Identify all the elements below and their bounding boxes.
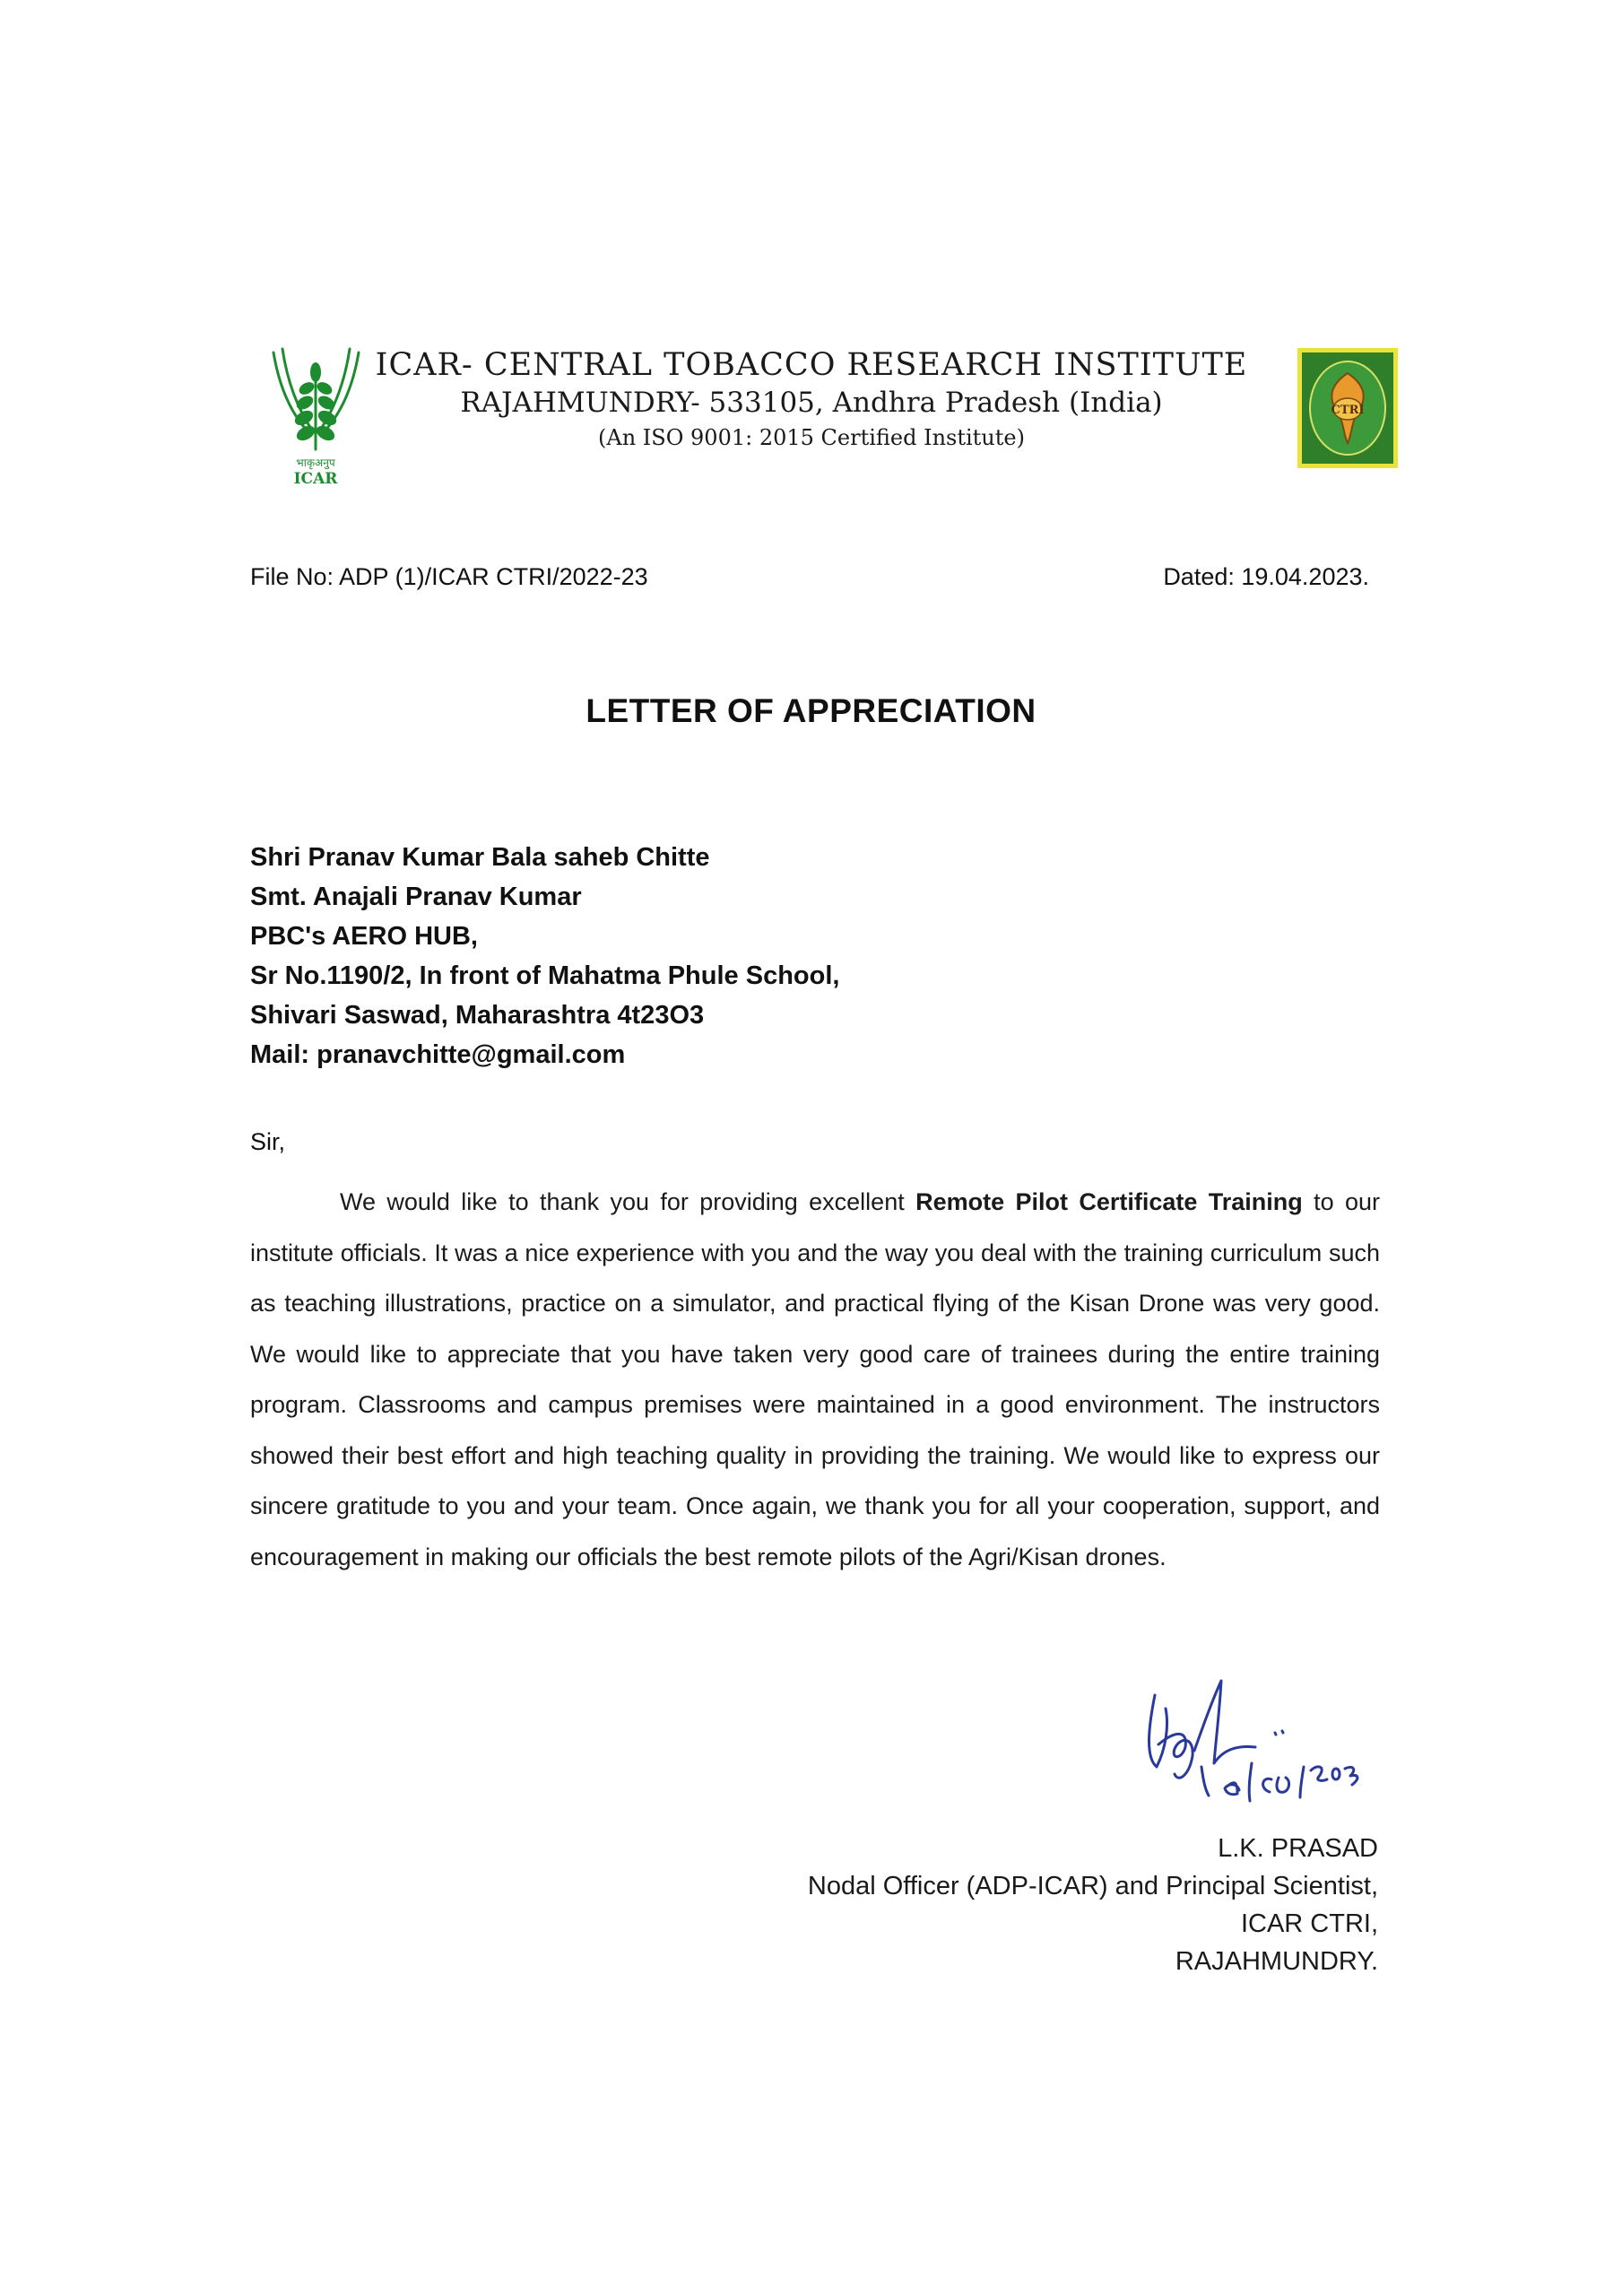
recipient-line: Sr No.1190/2, In front of Mahatma Phule School, — [250, 961, 840, 990]
iso-certification: (An ISO 9001: 2015 Certified Institute) — [598, 425, 1025, 450]
ctri-logo — [1296, 346, 1400, 470]
signatory-org: ICAR CTRI, — [1240, 1909, 1378, 1938]
recipient-address — [250, 838, 839, 1074]
recipient-line: Shivari Saswad, Maharashtra 4t23O3 — [250, 1001, 705, 1030]
recipient-line: PBC's AERO HUB, — [250, 922, 478, 951]
letter-date: Dated: 19.04.2023. — [1163, 563, 1369, 590]
ctri-logo-text: CTRI — [1331, 404, 1365, 417]
signatory-place: RAJAHMUNDRY. — [1175, 1947, 1378, 1976]
salutation: Sir, — [250, 1128, 286, 1155]
institute-name: ICAR- CENTRAL TOBACCO RESEARCH INSTITUTE — [375, 347, 1248, 383]
file-number: File No: ADP (1)/ICAR CTRI/2022-23 — [250, 563, 648, 590]
training-name: Remote Pilot Certificate Training — [915, 1188, 1303, 1215]
handwritten-signature — [1139, 1677, 1372, 1839]
recipient-line: Shri Pranav Kumar Bala saheb Chitte — [250, 843, 710, 872]
institute-address: RAJAHMUNDRY- 533105, Andhra Pradesh (India) — [460, 387, 1163, 419]
letter-title: LETTER OF APPRECIATION — [585, 692, 1037, 729]
signatory-block — [808, 1830, 1378, 1980]
body-text-rest: to our institute officials. It was a nice experience with you and the way you deal with the training curriculum such as teaching illustrations, practice on a simulator, and practical flying of the Kisan Drone was very good. We would like to appreciate that you have taken very good care of trainees during the entire training program. Classrooms and campus premises were maintained in a good environment. The instructors showed their best effort and high teaching quality in providing the training. We would like to express our sincere gratitude to you and your team. Once again, we thank you for all your cooperation, support, and encouragement in making our officials the best remote pilots of the Agri/Kisan drones. — [250, 1188, 1381, 1570]
signatory-name: L.K. PRASAD — [1218, 1834, 1378, 1863]
body-paragraph — [250, 1177, 1380, 1582]
recipient-line: Mail: pranavchitte@gmail.com — [250, 1040, 626, 1069]
recipient-line: Smt. Anajali Pranav Kumar — [250, 883, 582, 911]
signatory-designation: Nodal Officer (ADP-ICAR) and Principal Scientist, — [807, 1872, 1378, 1900]
body-text-start: We would like to thank you for providing excellent — [340, 1188, 916, 1215]
svg-text:ICAR: ICAR — [293, 470, 338, 487]
svg-text:भाकृअनुप: भाकृअनुप — [296, 457, 335, 469]
